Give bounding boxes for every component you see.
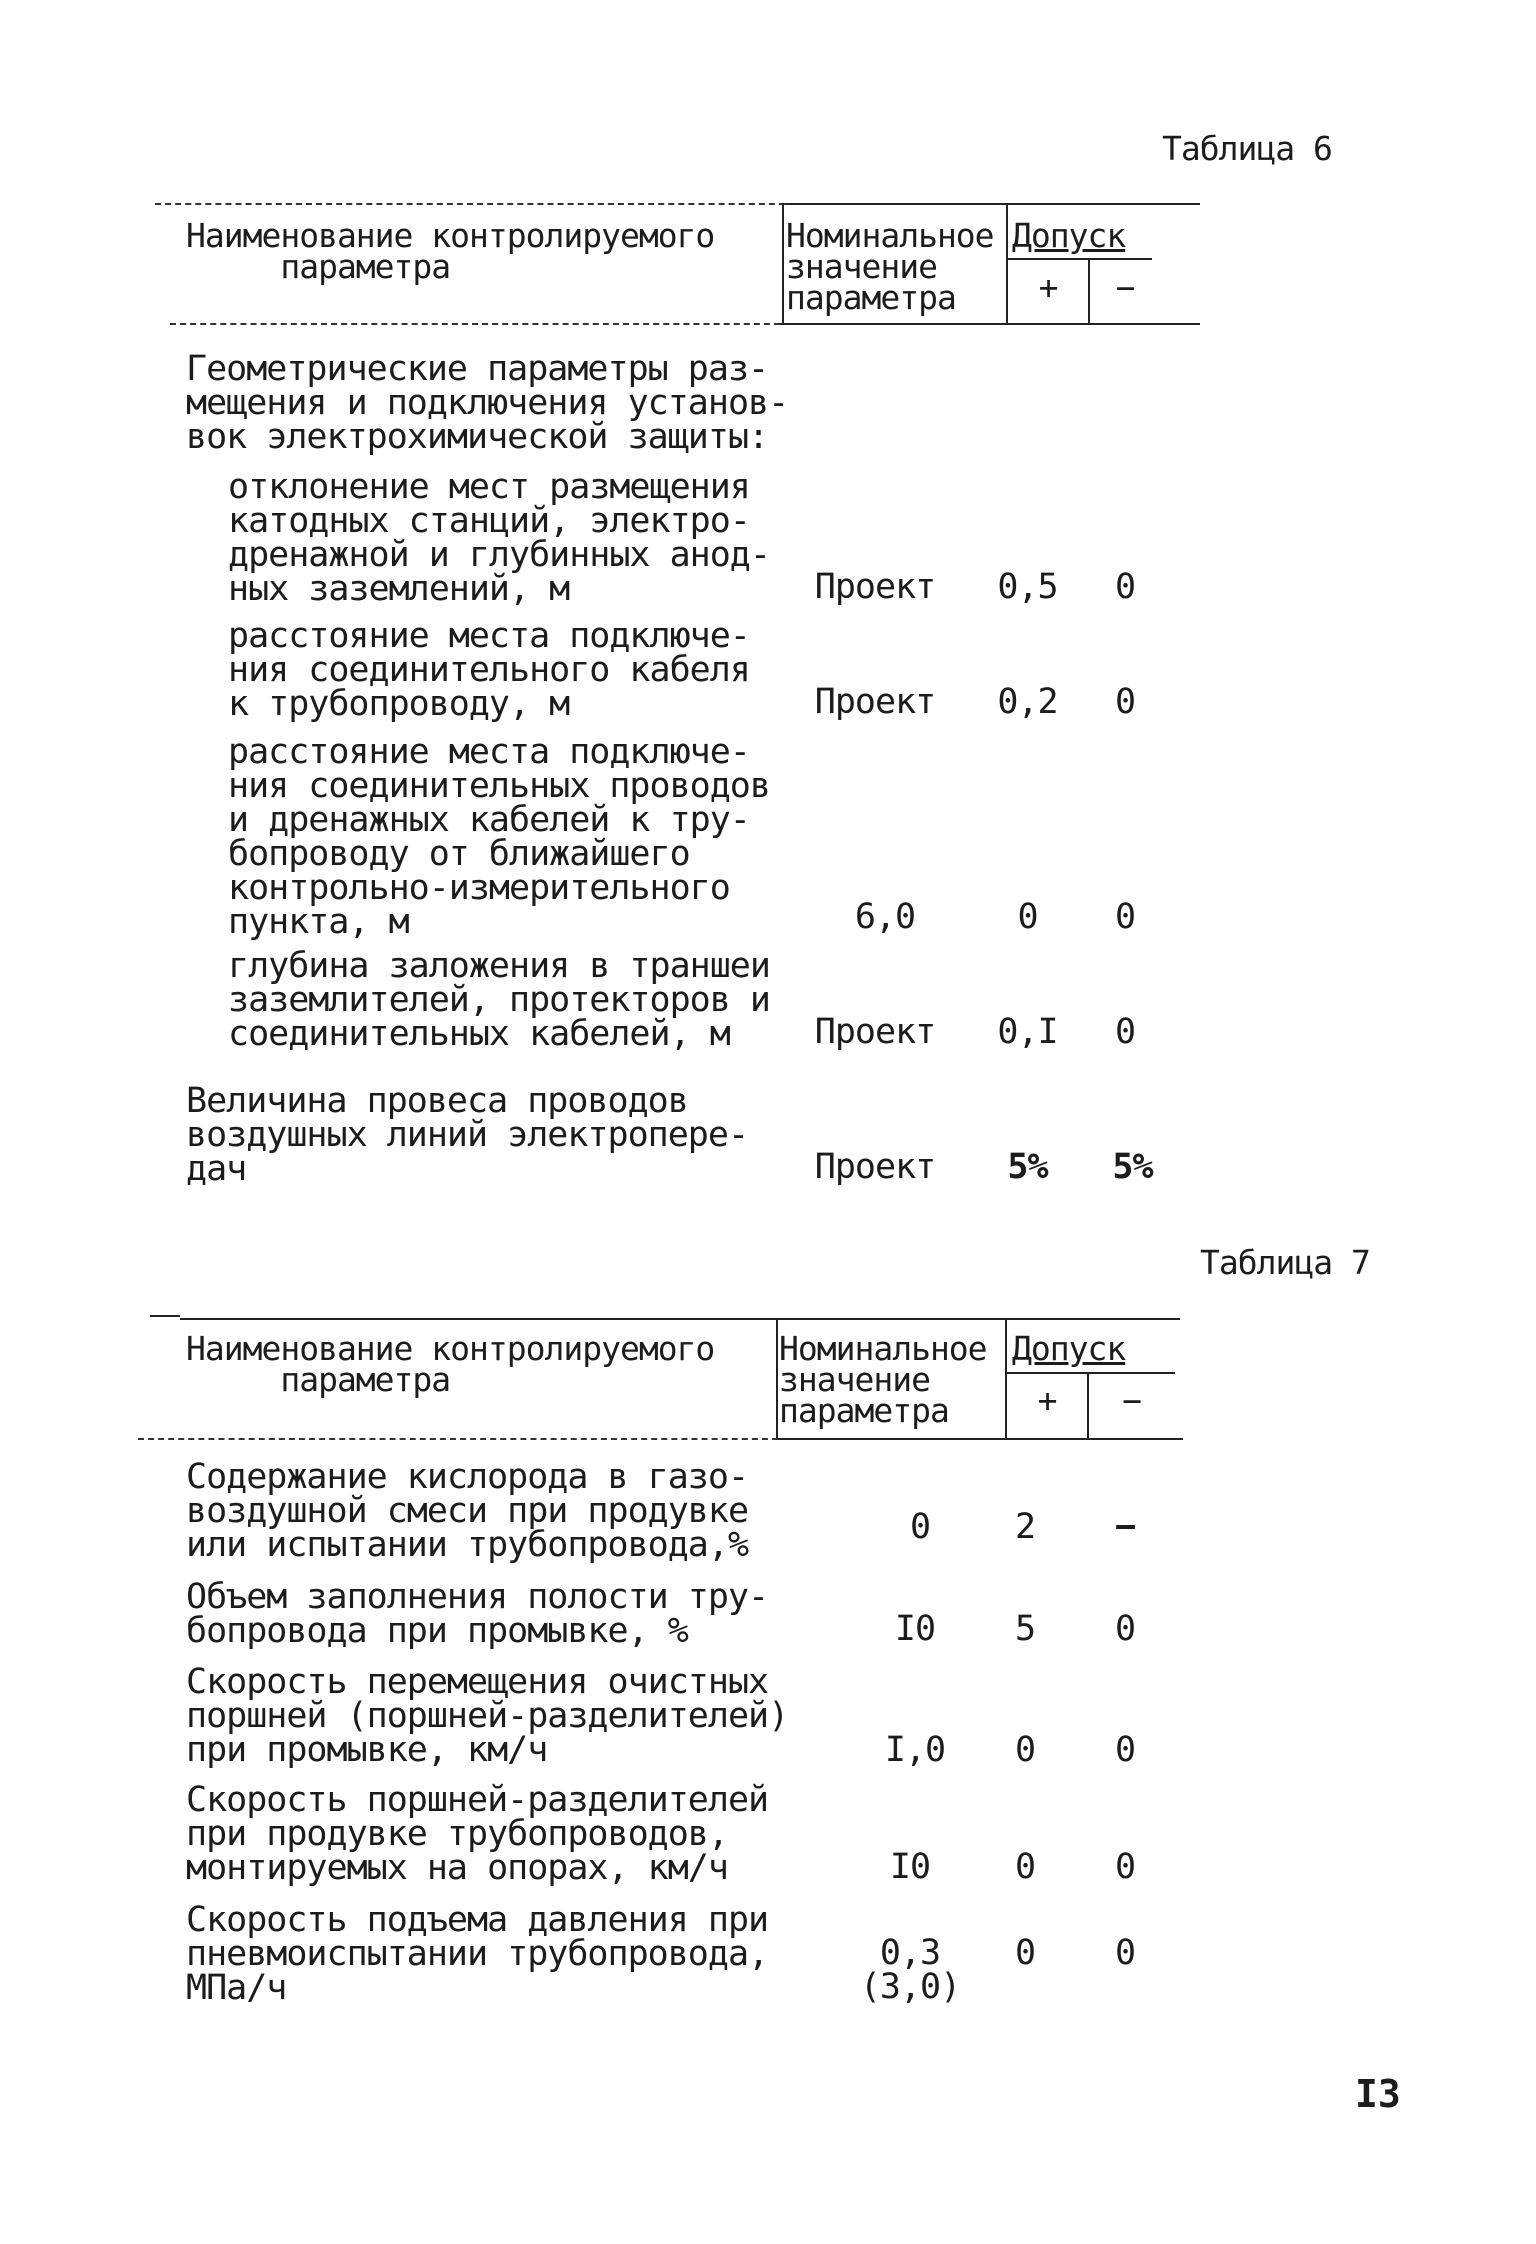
table6-row-2-nominal: Проект xyxy=(814,682,936,722)
table6-row-5-nominal: Проект xyxy=(814,1147,936,1187)
table7-header-minus: − xyxy=(1122,1381,1141,1420)
table7-row-1-minus: − xyxy=(1114,1507,1136,1547)
table7-header-nominal: Номинальное значение параметра xyxy=(779,1329,987,1430)
table7-row-5-name: Скорость подъема давления при пневмоиспытании трубопровода, МПа/ч xyxy=(186,1900,769,2008)
table6-row-3-nominal: 6,0 xyxy=(854,897,916,937)
table7-row-4-plus: 0 xyxy=(1014,1847,1036,1887)
table7-row-2-nominal: I0 xyxy=(894,1609,936,1649)
table6-row-4-minus: 0 xyxy=(1114,1012,1136,1052)
table6-header-tolerance: Допуск xyxy=(1012,216,1126,255)
table6-col-divider-1 xyxy=(782,203,784,323)
table7-col-divider-2 xyxy=(1005,1318,1007,1438)
table7-row-2-minus: 0 xyxy=(1114,1609,1136,1649)
table7-header-bottom-rule-solid xyxy=(778,1438,1183,1440)
table7-row-1-name: Содержание кислорода в газо- воздушной смеси при продувке или испытании трубопровода,% xyxy=(186,1457,749,1565)
table7-header-name: Наименование контролируемого параметра xyxy=(186,1329,715,1399)
table7-row-4-minus: 0 xyxy=(1114,1847,1136,1887)
table7-header-bottom-rule xyxy=(138,1438,778,1440)
table7-row-3-plus: 0 xyxy=(1014,1730,1036,1770)
table6-row-3-minus: 0 xyxy=(1114,897,1136,937)
table6-header-bottom-rule-solid xyxy=(780,323,1200,325)
table7-row-4-name: Скорость поршней-разделителей при продувке трубопроводов, монтируемых на опорах, км/ч xyxy=(186,1780,769,1888)
table6-row-1-minus: 0 xyxy=(1114,567,1136,607)
table6-row-5-minus: 5% xyxy=(1112,1147,1153,1187)
table6-row-4-nominal: Проект xyxy=(814,1012,936,1052)
table6-header-bottom-rule xyxy=(170,323,780,325)
table6-caption: Таблица 6 xyxy=(1162,129,1332,168)
table7-row-3-name: Скорость перемещения очистных поршней (поршней-разделителей) при промывке, км/ч xyxy=(186,1662,789,1770)
table7-header-tolerance: Допуск xyxy=(1012,1329,1126,1368)
table6-row-2-plus: 0,2 xyxy=(997,682,1058,722)
table7-tolerance-rule xyxy=(1005,1372,1175,1374)
table7-row-1-plus: 2 xyxy=(1014,1507,1036,1547)
table6-header-nominal: Номинальное значение параметра xyxy=(786,216,994,317)
table7-row-3-minus: 0 xyxy=(1114,1730,1136,1770)
table7-row-2-plus: 5 xyxy=(1014,1609,1036,1649)
table6-col-divider-2 xyxy=(1006,203,1008,323)
table6-row-1-plus: 0,5 xyxy=(997,567,1058,607)
table6-row-4-plus: 0,I xyxy=(997,1012,1058,1052)
table6-row-5-plus: 5% xyxy=(1007,1147,1048,1187)
table6-group-heading: Геометрические параметры раз- мещения и подключения установ- вок электрохимической защиты: xyxy=(186,349,789,457)
table7-row-2-name: Объем заполнения полости тру- бопровода при промывке, % xyxy=(186,1577,769,1651)
table6-header-plus: + xyxy=(1038,268,1058,307)
table6-top-rule-solid xyxy=(785,203,1200,205)
table7-caption: Таблица 7 xyxy=(1200,1243,1370,1282)
table7-header-plus: + xyxy=(1037,1381,1057,1420)
table7-col-divider-1 xyxy=(776,1318,778,1438)
table6-tolerance-rule xyxy=(1006,258,1152,260)
table6-row-2-name: расстояние места подключе- ния соединительного кабеля к трубопроводу, м xyxy=(228,616,750,724)
table7-row-3-nominal: I,0 xyxy=(884,1730,946,1770)
table6-header-name: Наименование контролируемого параметра xyxy=(186,216,715,286)
table7-row-1-nominal: 0 xyxy=(909,1507,931,1547)
table6-top-rule xyxy=(155,203,785,205)
table6-row-3-name: расстояние места подключе- ния соединительных проводов и дренажных кабелей к тру- бопроводу от ближайшего контрольно-измерительного пункта, м xyxy=(228,732,770,942)
table6-row-1-name: отклонение мест размещения катодных станций, электро- дренажной и глубинных анод- ных заземлений, м xyxy=(228,467,770,609)
table6-row-3-plus: 0 xyxy=(1017,897,1038,937)
table7-row-5-nominal: 0,3 (3,0) xyxy=(859,1933,961,2007)
table6-row-2-minus: 0 xyxy=(1114,682,1136,722)
page-number: I3 xyxy=(1355,2072,1401,2116)
table6-row-1-nominal: Проект xyxy=(814,567,936,607)
table7-row-5-plus: 0 xyxy=(1014,1933,1036,1973)
table6-row-4-name: глубина заложения в траншеи заземлителей, протекторов и соединительных кабелей, м xyxy=(228,946,770,1054)
table7-row-5-minus: 0 xyxy=(1114,1933,1136,1973)
table6-header-minus: − xyxy=(1115,268,1135,307)
table7-top-rule-tick xyxy=(150,1315,180,1317)
table7-row-4-nominal: I0 xyxy=(889,1847,931,1887)
table6-row-5-name: Величина провеса проводов воздушных линий электропере- дач xyxy=(186,1081,749,1189)
table7-top-rule xyxy=(180,1318,1180,1320)
